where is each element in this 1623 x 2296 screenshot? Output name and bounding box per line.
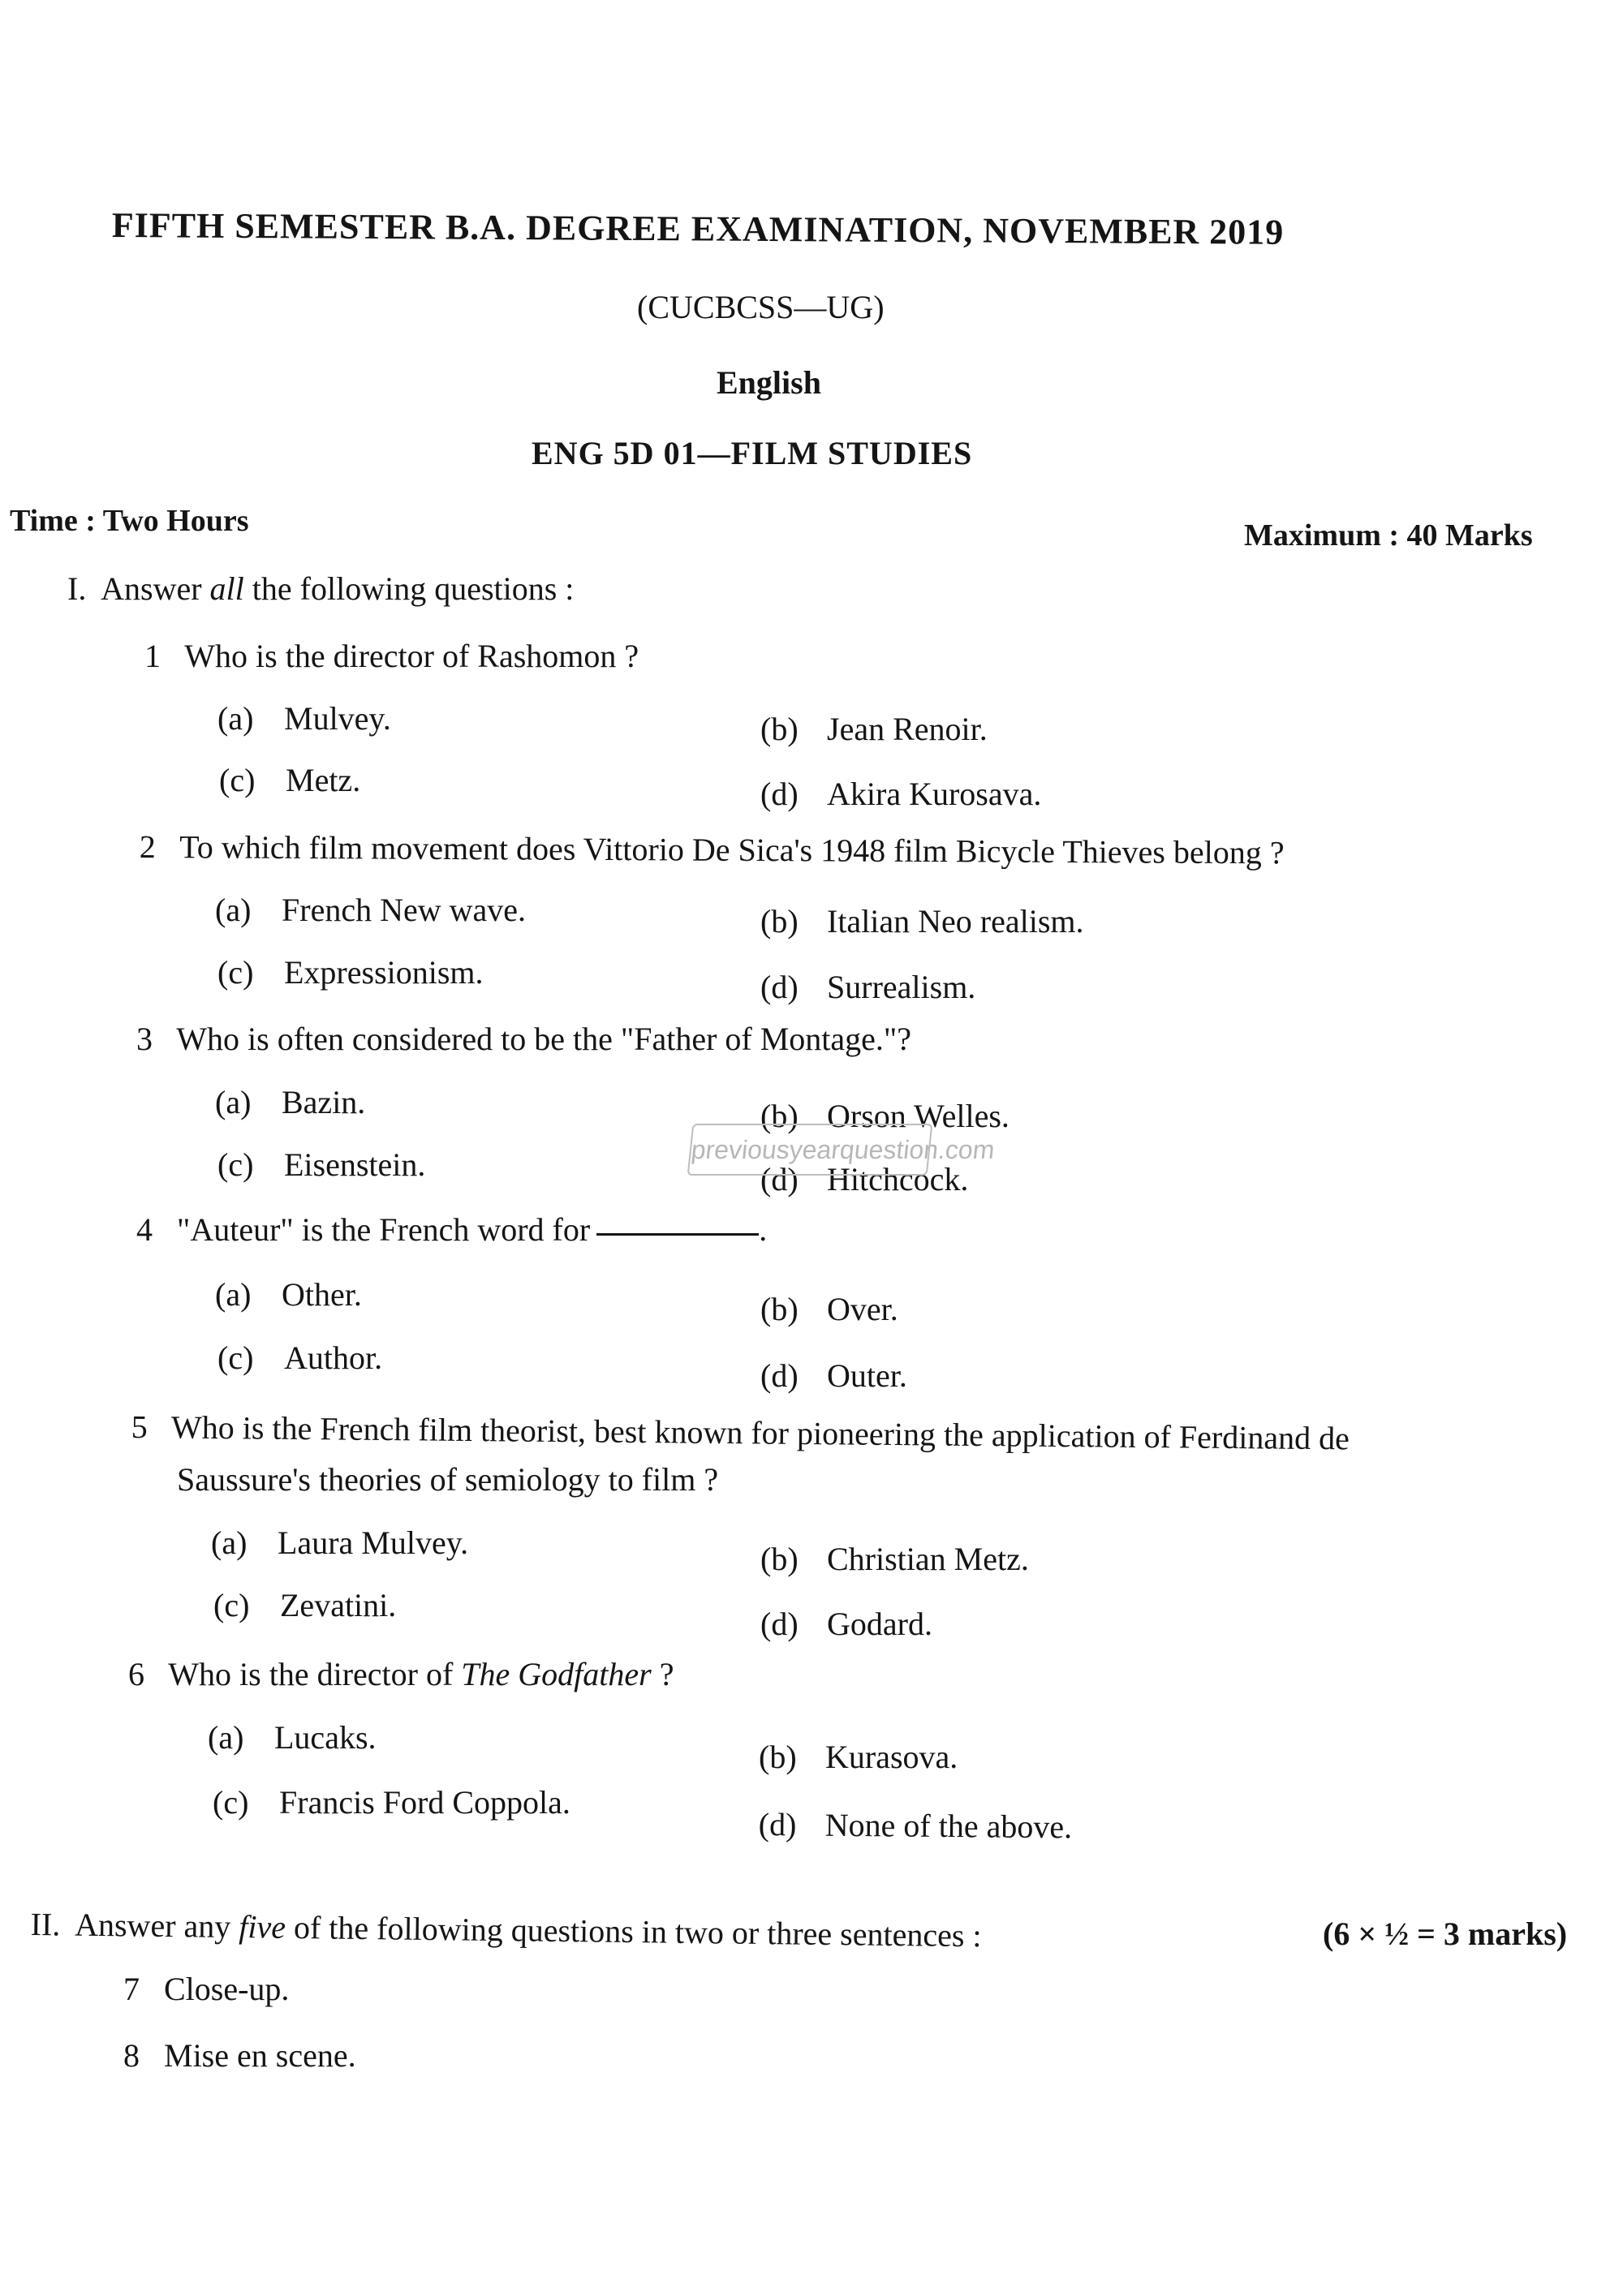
question-text: Who is often considered to be the "Father of Montage."? (176, 1021, 912, 1057)
section-1-instruction-pre: Answer (101, 570, 210, 607)
q1-option-b: (b) Jean Renoir. (760, 711, 988, 747)
watermark-logo: previousyearquestion.com (687, 1124, 933, 1176)
question-7 (123, 1970, 289, 2008)
q5-option-a: (a) Laura Mulvey. (211, 1524, 469, 1561)
answer-blank (596, 1233, 759, 1236)
question-text-title: The Godfather (461, 1656, 652, 1692)
question-1 (144, 637, 639, 675)
q1-option-c: (c) Metz. (219, 762, 361, 798)
q6-option-c: (c) Francis Ford Coppola. (213, 1784, 570, 1821)
exam-title: FIFTH SEMESTER B.A. DEGREE EXAMINATION, NOVEMBER 2019 (111, 204, 1285, 252)
max-marks: Maximum : 40 Marks (1244, 518, 1533, 553)
q6-option-d: (d) None of the above. (758, 1806, 1073, 1846)
q5-option-d: (d) Godard. (760, 1606, 932, 1642)
question-3 (136, 1020, 911, 1058)
section-2-instruction-emphasis: five (239, 1908, 286, 1946)
q6-option-a: (a) Lucaks. (208, 1719, 377, 1756)
exam-time: Time : Two Hours (10, 504, 249, 538)
subject: English (717, 364, 821, 401)
section-2-number: II. (30, 1906, 61, 1943)
q1-option-d: (d) Akira Kurosava. (760, 776, 1042, 812)
q3-option-c: (c) Eisenstein. (217, 1146, 426, 1183)
question-text: Who is the French film theorist, best known for pioneering the application of Ferdinand de (170, 1408, 1350, 1457)
question-5-line-2: Saussure's theories of semiology to film ? (177, 1461, 719, 1498)
q2-option-d: (d) Surrealism. (760, 969, 976, 1005)
q1-option-a: (a) Mulvey. (217, 700, 391, 737)
paper-title: ENG 5D 01—FILM STUDIES (532, 435, 973, 471)
q4-option-a: (a) Other. (215, 1276, 362, 1313)
q2-option-a: (a) French New wave. (215, 892, 526, 928)
section-1-instruction-post: the following questions : (243, 570, 575, 607)
question-number: 2 (139, 828, 156, 866)
question-8 (123, 2036, 356, 2075)
question-5 (131, 1408, 1350, 1457)
question-number: 4 (136, 1211, 153, 1248)
question-number: 5 (131, 1408, 148, 1446)
question-2 (140, 828, 1285, 871)
section-2-heading (30, 1905, 981, 1954)
question-number: 7 (123, 1971, 140, 2007)
q4-option-d: (d) Outer. (760, 1357, 907, 1394)
section-1-number: I. (67, 570, 87, 607)
question-text: Mise en scene. (164, 2037, 356, 2074)
q5-option-c: (c) Zevatini. (213, 1587, 397, 1623)
question-text: "Auteur" is the French word for (177, 1211, 591, 1248)
section-2-instruction-post: of the following questions in two or three sentences : (285, 1908, 982, 1954)
question-number: 6 (128, 1656, 144, 1692)
question-6 (128, 1655, 674, 1693)
question-number: 3 (136, 1021, 153, 1057)
question-number: 1 (144, 638, 161, 674)
question-text-post: ? (651, 1656, 674, 1692)
question-number: 8 (123, 2037, 140, 2074)
section-1-instruction-emphasis: all (209, 570, 244, 607)
q5-option-b: (b) Christian Metz. (760, 1541, 1029, 1577)
q2-option-b: (b) Italian Neo realism. (760, 903, 1084, 939)
section-1-heading (67, 570, 574, 608)
question-text: To which film movement does Vittorio De Sica's 1948 film Bicycle Thieves belong ? (179, 828, 1285, 871)
question-text: Close-up. (164, 1971, 290, 2007)
section-2-marks: (6 × ½ = 3 marks) (1323, 1915, 1568, 1952)
question-text-pre: Who is the director of (168, 1656, 462, 1692)
question-text: Who is the director of Rashomon ? (184, 638, 639, 674)
scheme-code: (CUCBCSS—UG) (637, 289, 885, 325)
q4-option-c: (c) Author. (217, 1339, 383, 1376)
section-2-instruction-pre: Answer any (74, 1906, 239, 1946)
q3-option-a: (a) Bazin. (215, 1084, 366, 1120)
q4-option-b: (b) Over. (760, 1291, 898, 1327)
q3-option-d: (d) Hitchcock. (760, 1161, 969, 1197)
question-4: 4 "Auteur" is the French word for . (136, 1211, 768, 1248)
q3-option-b: (b) Orson Welles. (760, 1098, 1010, 1134)
q6-option-b: (b) Kurasova. (759, 1739, 958, 1775)
q2-option-c: (c) Expressionism. (217, 954, 484, 991)
